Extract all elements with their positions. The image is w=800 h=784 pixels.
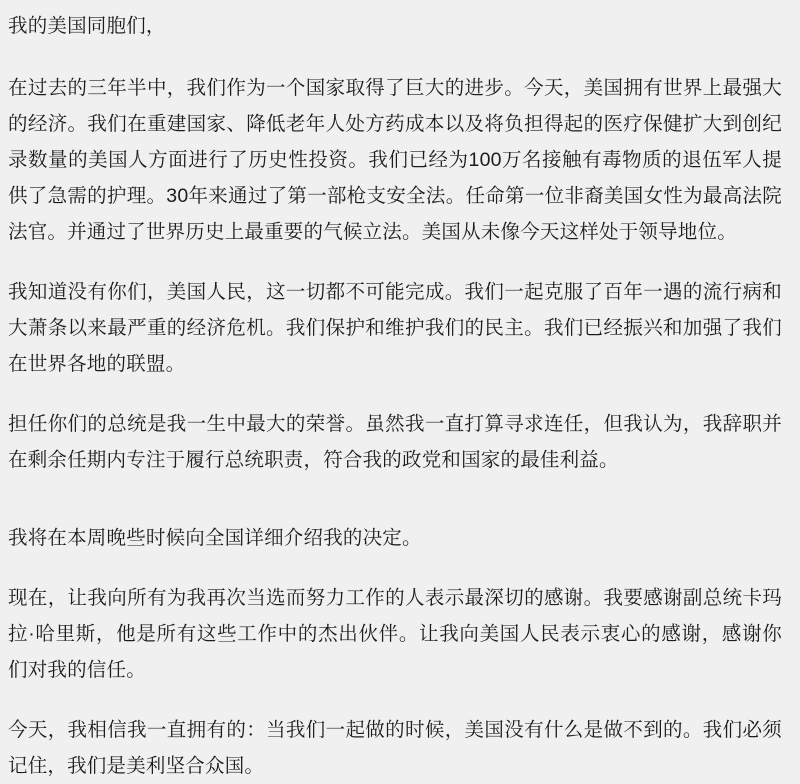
paragraph-5: 现在，让我向所有为我再次当选而努力工作的人表示最深切的感谢。我要感谢副总统卡玛拉·哈里斯，他是所有这些工作中的杰出伙伴。让我向美国人民表示衷心的感谢，感谢你们对我的信任。	[8, 587, 782, 681]
paragraph-1: 在过去的三年半中，我们作为一个国家取得了巨大的进步。今天，美国拥有世界上最强大的经济。我们在重建国家、降低老年人处方药成本以及将负担得起的医疗保健扩大到创纪录数量的美国人方面进行了历史性投资。我们已经为100万名接触有毒物质的退伍军人提供了急需的护理。30年来通过了第一部枪支安全法。任命第一位非裔美国女性为最高法院法官。并通过了世界历史上最重要的气候立法。美国从未像今天这样处于领导地位。	[8, 77, 782, 243]
paragraph-3: 担任你们的总统是我一生中最大的荣誉。虽然我一直打算寻求连任，但我认为，我辞职并在剩余任期内专注于履行总统职责，符合我的政党和国家的最佳利益。	[8, 413, 782, 471]
paragraph-2: 我知道没有你们，美国人民，这一切都不可能完成。我们一起克服了百年一遇的流行病和大萧条以来最严重的经济危机。我们保护和维护我们的民主。我们已经振兴和加强了我们在世界各地的联盟。	[8, 281, 782, 375]
document-body	[8, 8, 782, 784]
paragraph-6: 今天，我相信我一直拥有的：当我们一起做的时候，美国没有什么是做不到的。我们必须记住，我们是美利坚合众国。	[8, 719, 782, 777]
paragraph-salutation: 我的美国同胞们，	[8, 15, 166, 37]
paragraph-4: 我将在本周晚些时候向全国详细介绍我的决定。	[8, 527, 422, 549]
